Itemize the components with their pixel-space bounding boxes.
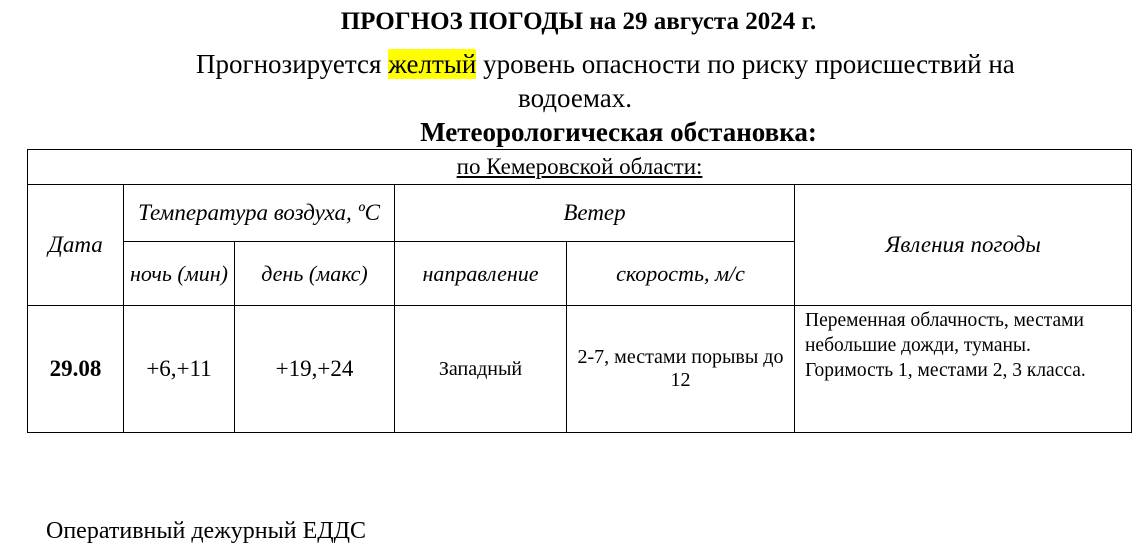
- region-row: [28, 150, 1132, 185]
- forecast-suffix: уровень опасности по риску происшествий на: [476, 49, 1015, 79]
- date-cell: 29.08: [28, 306, 124, 433]
- table-row: [28, 306, 1132, 433]
- wind-direction-cell: Западный: [395, 306, 567, 433]
- night-header: ночь (мин): [124, 242, 235, 306]
- page-title: ПРОГНОЗ ПОГОДЫ на 29 августа 2024 г.: [340, 8, 817, 35]
- region-header: по Кемеровской области:: [28, 150, 1132, 185]
- date-header: Дата: [28, 185, 124, 306]
- weather-table: [27, 149, 1132, 433]
- danger-level-highlight: желтый: [388, 49, 477, 79]
- direction-header: направление: [395, 242, 567, 306]
- temperature-header: Температура воздуха, ºС: [124, 185, 395, 242]
- day-temp-cell: +19,+24: [235, 306, 395, 433]
- night-temp-cell: +6,+11: [124, 306, 235, 433]
- section-title: Метеорологическая обстановка:: [420, 117, 817, 147]
- forecast-statement: [196, 47, 1126, 81]
- speed-header: скорость, м/с: [567, 242, 795, 306]
- wind-speed-cell: 2-7, местами порывы до 12: [567, 306, 795, 433]
- wind-header: Ветер: [395, 185, 795, 242]
- footer-signature: Оперативный дежурный ЕДДС: [46, 518, 367, 544]
- header-row: [28, 185, 1132, 242]
- day-header: день (макс): [235, 242, 395, 306]
- phenomena-header: Явления погоды: [795, 185, 1132, 306]
- forecast-prefix: Прогнозируется: [196, 49, 389, 79]
- forecast-statement-continued: водоемах.: [518, 83, 632, 113]
- phenomena-cell: Переменная облачность, местами небольшие дожди, туманы. Горимость 1, местами 2, 3 класса.: [795, 306, 1132, 433]
